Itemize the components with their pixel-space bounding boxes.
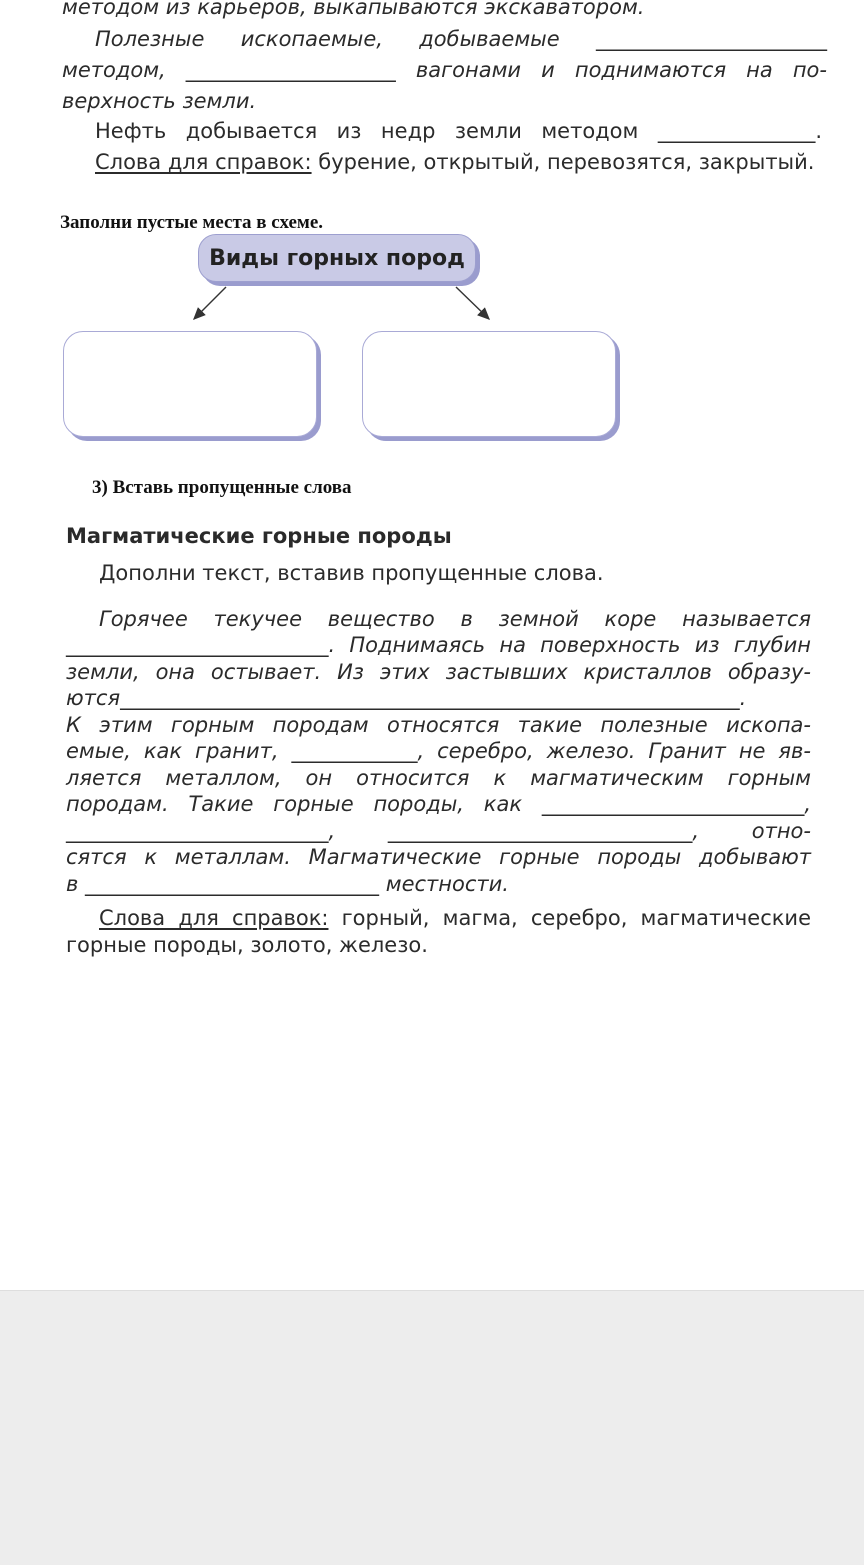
scheme-empty-box-left[interactable] [63,331,317,437]
text-line: К этим горным породам относятся такие полезные ископа- [66,713,811,737]
text-line: Нефть добывается из недр земли методом _______________. [95,119,822,143]
arrow-left [194,287,226,319]
task-instruction: Заполни пустые места в схеме. [60,212,324,233]
text-line: _________________________. Поднимаясь на поверхность из глубин [66,633,811,657]
section-title: Магматические горные породы [66,524,452,548]
text-line: верхность земли. [62,89,257,113]
task-instruction: 3) Вставь пропущенные слова [92,477,352,498]
text-line: емые, как гранит, ____________, серебро, железо. Гранит не яв- [66,739,811,763]
viewer-background [0,1290,864,1565]
text-line: в ____________________________ местности. [66,872,509,896]
reference-words-continued: горные породы, золото, железо. [66,933,428,957]
scheme-empty-box-right[interactable] [362,331,616,437]
reference-label: Слова для справок: [95,150,312,174]
text-line: ются___________________________________________________________. [66,686,747,710]
scheme-title: Виды горных пород [198,234,476,282]
text-line: земли, она остывает. Из этих застывших кристаллов образу- [66,660,811,684]
section-subtitle: Дополни текст, вставив пропущенные слова. [99,561,604,585]
text-line: ляется металлом, он относится к магматическим горным [66,766,811,790]
text-line: Полезные ископаемые, добываемые ______________________ [95,27,827,51]
text-line: породам. Такие горные породы, как _________________________, [66,792,811,816]
text-line: методом, ____________________ вагонами и поднимаются на по- [62,58,827,82]
text-line: _________________________, _____________________________, отно- [66,819,811,843]
text-line: Горячее текучее вещество в земной коре называется [99,607,811,631]
arrow-right [456,287,489,319]
reference-list: бурение, открытый, перевозятся, закрытый. [311,150,815,174]
text-line: сятся к металлам. Магматические горные породы добывают [66,845,811,869]
reference-list: горный, магма, серебро, магматические [328,906,811,930]
scheme-arrows [0,0,864,340]
reference-label: Слова для справок: [99,906,329,930]
reference-words [99,905,811,931]
text-line: методом из карьеров, выкапываются экскаватором. [62,0,645,19]
